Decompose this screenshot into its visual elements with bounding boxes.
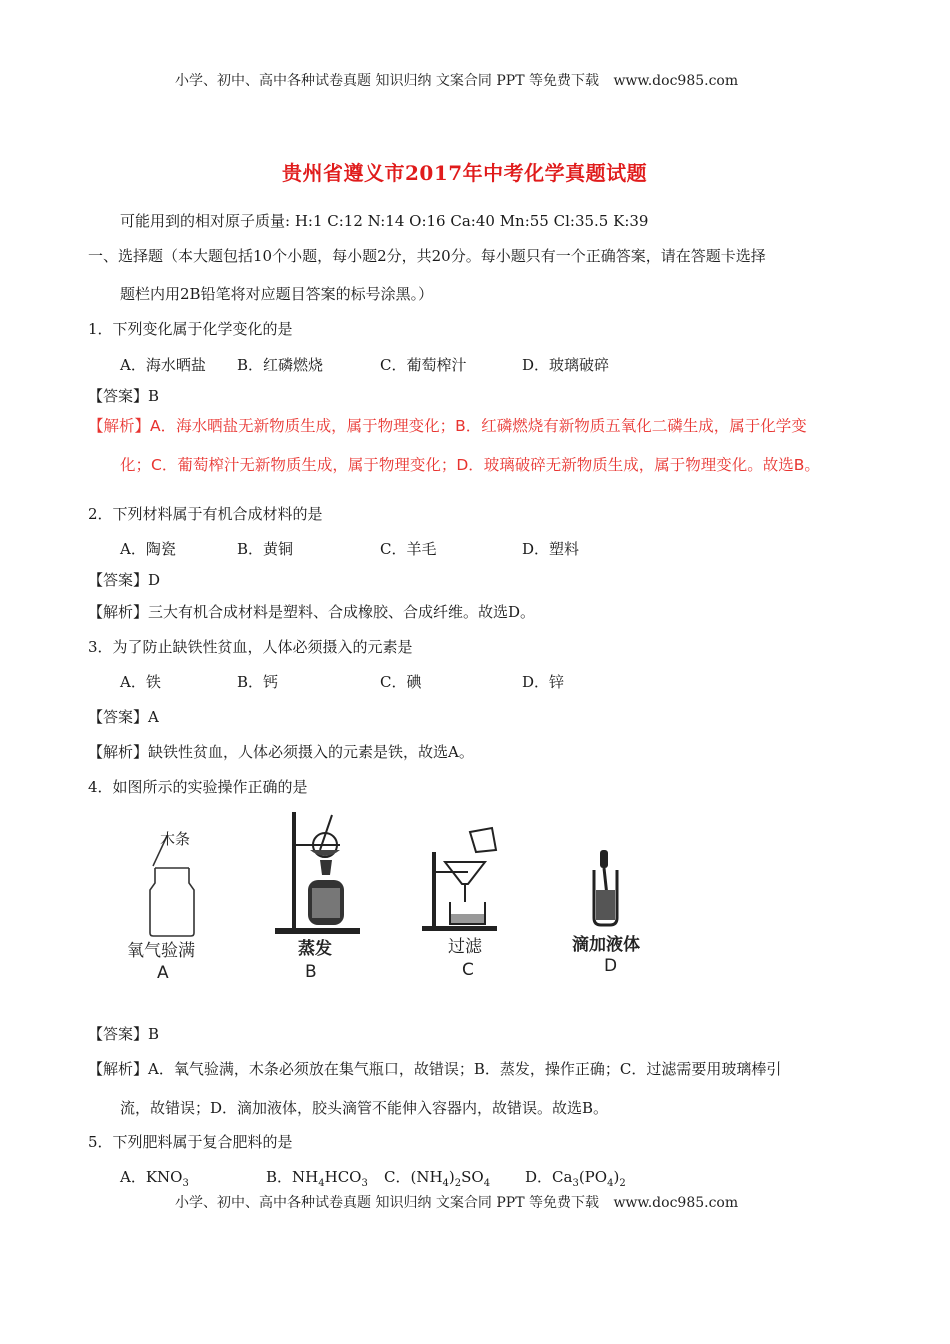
section-instructions-line1: 一、选择题（本大题包括10个小题，每小题2分，共20分。每小题只有一个正确答案，请在答题卡选择 (88, 247, 766, 265)
figure-c-name: 过滤 (448, 937, 482, 957)
q2-stem: 2．下列材料属于有机合成材料的是 (88, 505, 323, 523)
q3-option-b: B．钙 (237, 673, 279, 691)
q1-option-b: B．红磷燃烧 (237, 356, 324, 374)
page-title: 贵州省遵义市2017年中考化学真题试题 (282, 161, 648, 185)
q5-b-text: B．NH (266, 1168, 319, 1186)
q3-stem: 3．为了防止缺铁性贫血，人体必须摄入的元素是 (88, 638, 413, 656)
q3-option-a: A．铁 (120, 673, 161, 691)
figure-a-oxygen-test (125, 828, 225, 988)
q4-answer: 【答案】B (88, 1025, 160, 1043)
stick-label: 木条 (160, 830, 191, 848)
q2-option-c: C．羊毛 (380, 540, 437, 558)
q2-answer: 【答案】D (88, 571, 161, 589)
q5-d-sub3: 2 (619, 1178, 626, 1189)
section-instructions-line2: 题栏内用2B铅笔将对应题目答案的标号涂黑。） (120, 285, 434, 303)
header-url: www.doc985.com (613, 73, 739, 89)
dropper-drawing (570, 850, 670, 930)
q5-c-sub1: 4 (442, 1178, 449, 1189)
q5-a-text: A．KNO (120, 1168, 183, 1186)
q1-analysis-line2: 化；C．葡萄榨汁无新物质生成，属于物理变化；D．玻璃破碎无新物质生成，属于物理变化。故选B。 (120, 456, 820, 474)
q5-c-mid: ) (448, 1168, 455, 1186)
q1-stem: 1．下列变化属于化学变化的是 (88, 320, 293, 338)
q5-d-sub1: 3 (572, 1178, 579, 1189)
q1-answer: 【答案】B (88, 387, 160, 405)
q4-stem: 4．如图所示的实验操作正确的是 (88, 778, 308, 796)
q5-option-d (525, 1166, 626, 1189)
q2-option-d: D．塑料 (522, 540, 580, 558)
q4-analysis-line2: 流，故错误；D．滴加液体，胶头滴管不能伸入容器内，故错误。故选B。 (120, 1099, 609, 1117)
q5-stem: 5．下列肥料属于复合肥料的是 (88, 1133, 293, 1151)
q1-option-d: D．玻璃破碎 (522, 356, 610, 374)
figure-c-letter: C (462, 960, 474, 980)
q5-option-a (120, 1166, 189, 1189)
q5-option-c (384, 1166, 490, 1189)
figure-c-filtration (420, 822, 520, 987)
page-header (175, 70, 738, 90)
figure-a-letter: A (157, 963, 169, 983)
q5-d-mid: (PO (578, 1168, 608, 1186)
q1-option-a: A．海水晒盐 (120, 356, 206, 374)
header-text: 小学、初中、高中各种试卷真题 知识归纳 文案合同 PPT 等免费下载 (175, 73, 599, 89)
filtration-drawing (420, 822, 520, 932)
q5-d-text: D．Ca (525, 1168, 573, 1186)
q5-option-b (266, 1166, 368, 1189)
q2-option-b: B．黄铜 (237, 540, 294, 558)
q1-analysis-line1: 【解析】A．海水晒盐无新物质生成，属于物理变化；B．红磷燃烧有新物质五氧化二磷生成，属于化学变 (88, 417, 807, 435)
q5-d-end: ) (613, 1168, 620, 1186)
figure-a-name: 氧气验满 (127, 941, 195, 961)
figure-b-name: 蒸发 (298, 939, 332, 959)
q3-option-d: D．锌 (522, 673, 565, 691)
page-footer (175, 1192, 738, 1212)
q5-d-sub2: 4 (607, 1178, 614, 1189)
q4-analysis-line1: 【解析】A．氧气验满，木条必须放在集气瓶口，故错误；B．蒸发，操作正确；C．过滤需要用玻璃棒引 (88, 1060, 782, 1078)
q5-b-sub1: 4 (318, 1178, 325, 1189)
figure-d-name: 滴加液体 (572, 935, 640, 955)
q5-b-sub2: 3 (361, 1178, 368, 1189)
q3-analysis: 【解析】缺铁性贫血，人体必须摄入的元素是铁，故选A。 (88, 743, 474, 761)
q2-option-a: A．陶瓷 (120, 540, 176, 558)
q1-option-c: C．葡萄榨汁 (380, 356, 467, 374)
q5-c-sub2: 2 (454, 1178, 462, 1189)
q5-b-mid: HCO (324, 1168, 362, 1186)
q5-c-end: SO (461, 1168, 484, 1186)
q3-answer: 【答案】A (88, 708, 159, 726)
footer-url: www.doc985.com (613, 1195, 739, 1211)
figure-d-letter: D (604, 956, 618, 976)
evaporation-drawing (270, 810, 370, 935)
figure-d-drop-liquid (570, 850, 670, 985)
figure-b-letter: B (305, 962, 317, 982)
figure-b-evaporation (270, 810, 370, 990)
q5-a-sub: 3 (182, 1178, 189, 1189)
atomic-masses: 可能用到的相对原子质量: H:1 C:12 N:14 O:16 Ca:40 Mn:55 Cl:35.5 K:39 (120, 212, 649, 230)
q5-c-text: C．(NH (384, 1168, 443, 1186)
q2-analysis: 【解析】三大有机合成材料是塑料、合成橡胶、合成纤维。故选D。 (88, 603, 536, 621)
q3-option-c: C．碘 (380, 673, 422, 691)
footer-text: 小学、初中、高中各种试卷真题 知识归纳 文案合同 PPT 等免费下载 (175, 1195, 599, 1211)
q5-c-sub3: 4 (483, 1178, 491, 1189)
